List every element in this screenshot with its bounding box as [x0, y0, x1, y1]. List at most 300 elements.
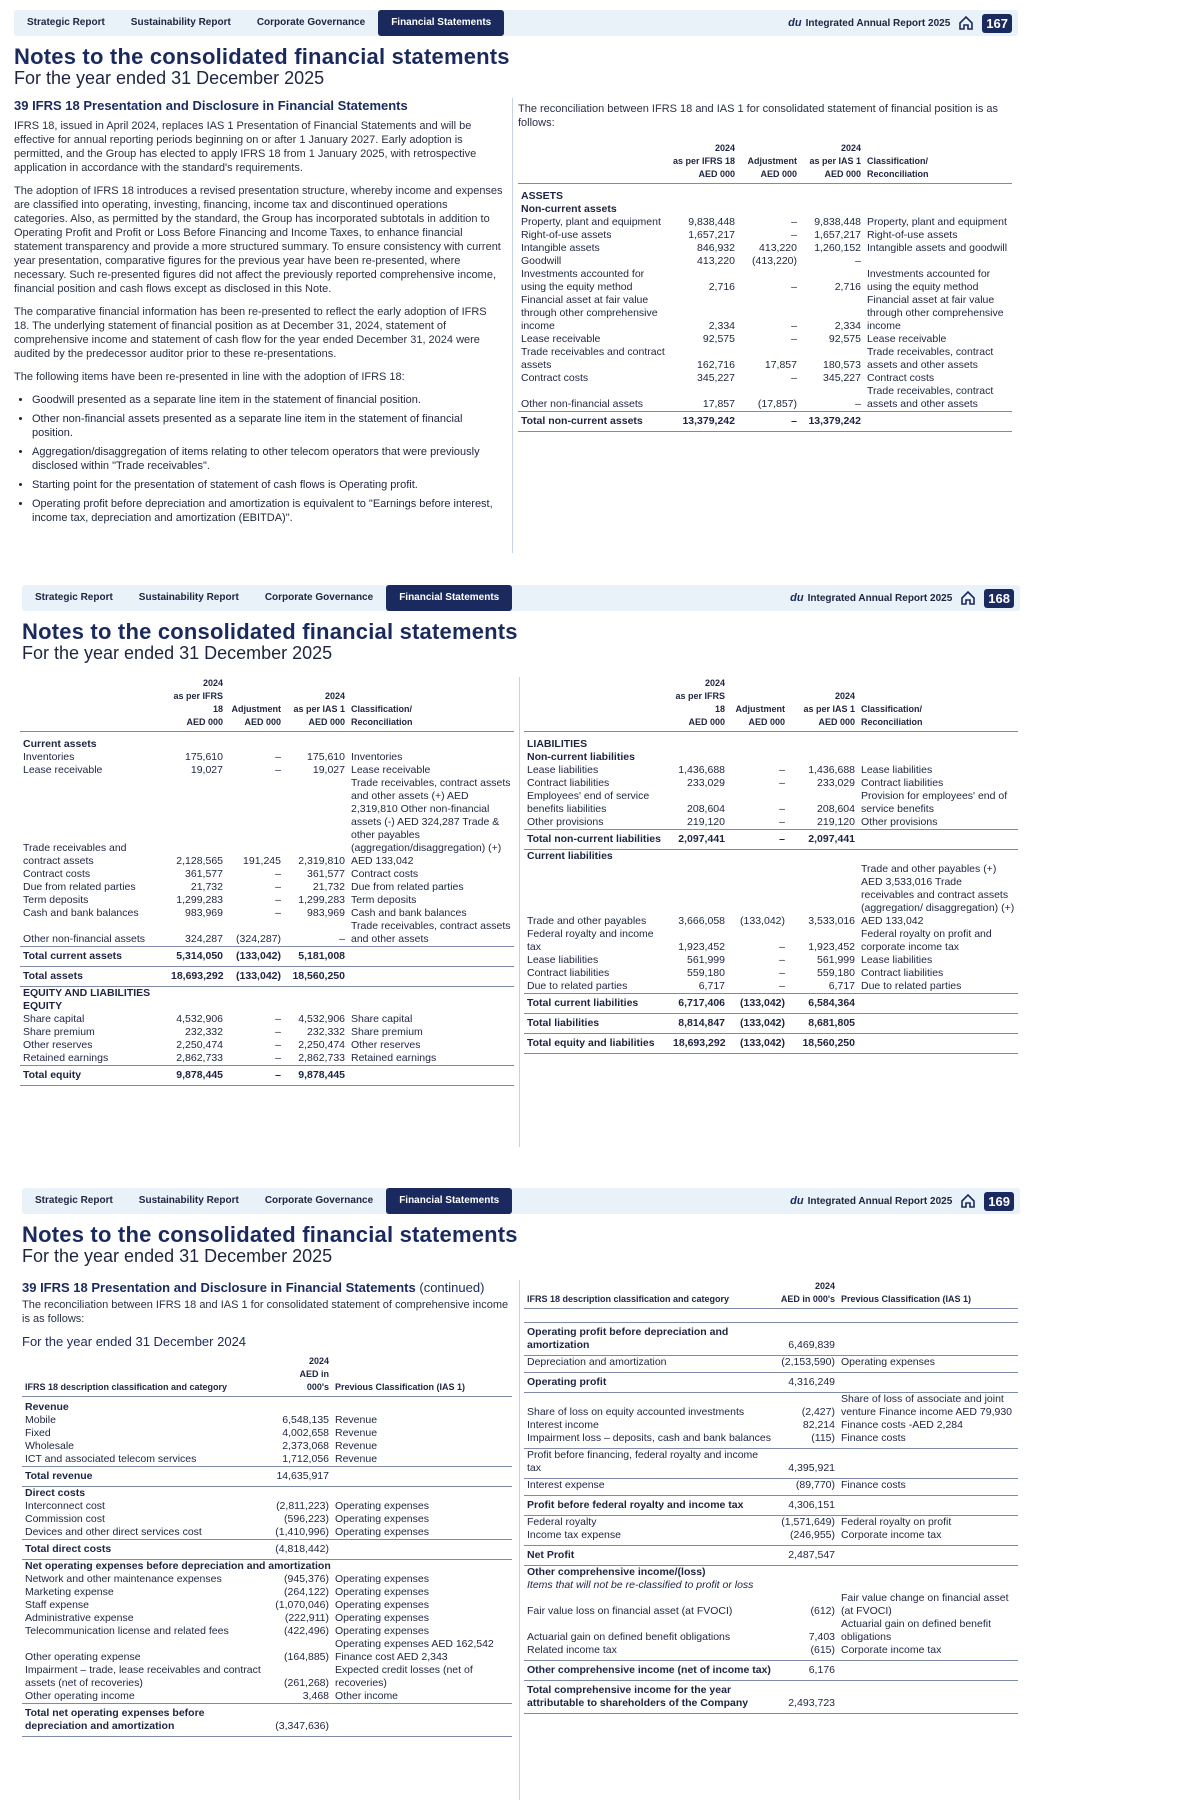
classification: Investments accounted for using the equity method — [867, 267, 991, 293]
ifrs18-value: 413,220 — [697, 254, 735, 267]
classification: Contract liabilities — [861, 776, 944, 789]
classification: Trade receivables, contract assets and other assets — [351, 919, 511, 945]
ifrs18-value: 21,732 — [190, 880, 223, 893]
adjustment-value: – — [779, 815, 785, 828]
ias1-value: 2,319,810 — [298, 854, 345, 867]
table-row — [22, 1440, 512, 1453]
report-title: Integrated Annual Report 2025 — [807, 1196, 953, 1207]
col-previous-classification: Previous Classification (IAS 1) — [838, 1280, 1018, 1309]
line-item: Interconnect cost — [25, 1499, 105, 1512]
continued-label: (continued) — [419, 1280, 485, 1295]
line-item: Cash and bank balances — [23, 906, 139, 919]
table-row — [524, 764, 1018, 777]
classification: Contract liabilities — [861, 966, 944, 979]
table-row — [524, 1033, 1018, 1053]
paragraph: IFRS 18, issued in April 2024, replaces IAS 1 Presentation of Financial Statements and will be effective for annual reporting periods beginning on or after 1 January 2027. Early adoption is permitted, and the Group has elected to apply IFRS 18 from 1 January 2025, with retrospective application in accordance with the standard's requirements. — [14, 120, 477, 174]
classification: Retained earnings — [351, 1051, 437, 1064]
tab-corporate-governance[interactable]: Corporate Governance — [264, 592, 374, 603]
amount-value: 6,469,839 — [774, 1323, 838, 1356]
line-item: Lease liabilities — [527, 953, 599, 966]
line-item: Investments accounted for using the equity method — [521, 267, 645, 293]
ias1-value: 18,560,250 — [788, 1033, 858, 1053]
column-divider — [519, 677, 520, 1147]
line-item: Administrative expense — [25, 1611, 134, 1624]
amount-value: (615) — [774, 1644, 838, 1661]
table-header — [524, 677, 1018, 732]
table-row — [20, 1013, 514, 1026]
paragraph: The following items have been re-presented in line with the adoption of IFRS 18: — [14, 371, 405, 383]
adjustment-value: – — [275, 867, 281, 880]
line-item: Employees' end of service benefits liabilities — [527, 789, 650, 815]
table-row — [22, 1638, 512, 1664]
section-row: Non-current liabilities — [527, 750, 635, 763]
table-row — [524, 1681, 1018, 1714]
adjustment-value: – — [275, 893, 281, 906]
table-row — [518, 229, 1012, 242]
du-logo: du — [790, 1195, 804, 1207]
table-row — [518, 385, 1012, 412]
line-item: Inventories — [23, 750, 75, 763]
table-row — [22, 1526, 512, 1540]
reconciliation-table — [524, 677, 1018, 1054]
table-row — [20, 1039, 514, 1052]
ias1-value: 561,999 — [817, 953, 855, 966]
table-row — [524, 1529, 1018, 1546]
previous-classification: Operating expenses — [335, 1572, 429, 1585]
page-number: 169 — [984, 1192, 1014, 1211]
ias1-value: 18,560,250 — [284, 966, 348, 986]
previous-classification — [838, 1661, 1018, 1681]
table-row — [20, 1065, 514, 1085]
table-row — [524, 1449, 1018, 1479]
amount-value: (164,885) — [284, 1650, 329, 1663]
ias1-value: 8,681,805 — [788, 1013, 858, 1033]
line-item: Total direct costs — [22, 1539, 272, 1559]
table-row — [524, 1618, 1018, 1644]
adjustment-value: – — [275, 1025, 281, 1038]
comprehensive-income-left — [22, 1280, 512, 1737]
tab-strategic-report[interactable]: Strategic Report — [35, 1195, 113, 1206]
line-item: Operating profit — [524, 1373, 774, 1393]
ifrs18-value: 3,666,058 — [678, 914, 725, 927]
ifrs18-value: 2,862,733 — [176, 1051, 223, 1064]
ias1-value: 232,332 — [307, 1025, 345, 1038]
previous-classification — [838, 1323, 1018, 1356]
section-row: ASSETS — [521, 189, 564, 202]
col-previous-classification: Previous Classification (IAS 1) — [332, 1355, 512, 1397]
ias1-value: 9,878,445 — [284, 1065, 348, 1085]
paragraph: The adoption of IFRS 18 introduces a revised presentation structure, whereby income and expenses are classified into operating, investing, financing, income tax and discontinued operations categories. Also, as permitted by the standard, the Group has incorporated subtotals in addition to Operating Profit and Profit or Loss Before Financing and Income Taxes, to enhance financial statement transparency and provide a more structured summary. To ensure consistency with current year presentation, comparative figures for the previous year have been re-presented, where necessary. Such re-presented figures did not affect the previously reported comprehensive income, financial position and cash flows except as disclosed in this Note. — [14, 185, 503, 295]
amount-value: (3,347,636) — [272, 1703, 332, 1736]
col-adjustment: Adjustment AED 000 — [226, 677, 284, 732]
line-item: Total revenue — [22, 1466, 272, 1486]
tab-corporate-governance[interactable]: Corporate Governance — [256, 17, 366, 28]
line-item: Total current liabilities — [524, 993, 670, 1013]
tab-financial-statements[interactable]: Financial Statements — [378, 10, 504, 36]
table-row — [524, 816, 1018, 830]
adjustment-value: – — [791, 371, 797, 384]
table-row — [22, 1690, 512, 1704]
represented-items-list — [14, 393, 504, 525]
adjustment-value: 191,245 — [243, 854, 281, 867]
col-ifrs18: 2024 as per IFRS 18 AED 000 — [168, 677, 226, 732]
table-row — [524, 1393, 1018, 1420]
amount-value: (4,818,442) — [272, 1539, 332, 1559]
line-item: Federal royalty — [527, 1516, 597, 1528]
table-row — [20, 907, 514, 920]
ifrs18-value: 9,878,445 — [168, 1065, 226, 1085]
previous-classification — [838, 1681, 1018, 1714]
adjustment-value: – — [275, 1012, 281, 1025]
classification: Term deposits — [351, 893, 417, 906]
adjustment-value: – — [275, 1038, 281, 1051]
line-item: Share premium — [23, 1025, 95, 1038]
table-row — [22, 1625, 512, 1638]
ifrs18-value: 175,610 — [185, 750, 223, 763]
ias1-value: 345,227 — [823, 371, 861, 384]
adjustment-value: – — [779, 802, 785, 815]
ifrs18-value: 2,250,474 — [176, 1038, 223, 1051]
line-item: Total comprehensive income for the year attributable to shareholders of the Company — [524, 1681, 774, 1714]
adjustment-value: – — [275, 880, 281, 893]
column-divider — [519, 1280, 520, 1800]
page-number: 168 — [984, 589, 1014, 608]
line-item: Federal royalty and income tax — [527, 927, 654, 953]
previous-classification: Finance costs — [838, 1479, 1018, 1496]
ias1-value: 361,577 — [307, 867, 345, 880]
table-row — [524, 967, 1018, 980]
classification: Inventories — [351, 750, 403, 763]
amount-value: (246,955) — [774, 1529, 838, 1546]
adjustment-value: (133,042) — [226, 946, 284, 966]
ias1-value: 2,250,474 — [298, 1038, 345, 1051]
note-text-column — [14, 98, 504, 530]
adjustment-value: – — [791, 319, 797, 332]
income-reconciliation-table — [22, 1355, 512, 1737]
ifrs18-value: 1,657,217 — [688, 228, 735, 241]
ifrs18-value: 8,814,847 — [670, 1013, 728, 1033]
ias1-value: 180,573 — [823, 358, 861, 371]
ifrs18-value: 17,857 — [702, 397, 735, 410]
table-row — [518, 294, 1012, 333]
table-intro: The reconciliation between IFRS 18 and IAS 1 for consolidated statement of financial position is as follows: — [518, 103, 998, 129]
table-row — [524, 1432, 1018, 1449]
classification: Contract costs — [867, 371, 935, 384]
amount-value: 6,176 — [774, 1661, 838, 1681]
ias1-value: 19,027 — [312, 763, 345, 776]
tab-corporate-governance[interactable]: Corporate Governance — [264, 1195, 374, 1206]
section-row: Direct costs — [25, 1486, 86, 1499]
ifrs18-value: 18,693,292 — [168, 966, 226, 986]
table-intro: The reconciliation between IFRS 18 and IAS 1 for consolidated statement of comprehensive income is as follows: — [22, 1299, 509, 1325]
col-ifrs18: 2024 as per IFRS 18 AED 000 — [670, 677, 728, 732]
line-item: Due to related parties — [527, 979, 628, 992]
adjustment-value: – — [779, 776, 785, 789]
table-row — [524, 1496, 1018, 1516]
previous-classification: Operating expenses — [335, 1611, 429, 1624]
table-row — [22, 1586, 512, 1599]
amount-value: 4,395,921 — [774, 1449, 838, 1479]
top-navigation — [22, 1188, 1020, 1214]
ifrs18-value: 6,717,406 — [670, 993, 728, 1013]
table-row — [524, 863, 1018, 928]
report-name — [788, 17, 950, 29]
line-item: Fixed — [25, 1426, 51, 1439]
assets-equity-reconciliation — [20, 677, 514, 1086]
period-heading: For the year ended 31 December 2024 — [22, 1334, 247, 1349]
previous-classification: Operating expenses — [335, 1512, 429, 1525]
adjustment-value: (413,220) — [752, 254, 797, 267]
tab-strategic-report[interactable]: Strategic Report — [35, 592, 113, 603]
line-item: Total liabilities — [524, 1013, 670, 1033]
amount-value: (1,571,649) — [781, 1516, 835, 1528]
ifrs18-value: 219,120 — [687, 815, 725, 828]
line-item: Lease liabilities — [527, 763, 599, 776]
line-item: Share capital — [23, 1012, 85, 1025]
table-row — [22, 1664, 512, 1690]
adjustment-value: – — [728, 829, 788, 849]
previous-classification — [838, 1373, 1018, 1393]
ias1-value: 21,732 — [312, 880, 345, 893]
adjustment-value: (133,042) — [740, 914, 785, 927]
line-item: Operating profit before depreciation and amortization — [524, 1323, 774, 1356]
classification — [348, 966, 514, 986]
home-icon[interactable] — [960, 590, 976, 606]
home-icon[interactable] — [960, 1193, 976, 1209]
home-icon[interactable] — [958, 15, 974, 31]
report-title: Integrated Annual Report 2025 — [805, 18, 951, 29]
ifrs18-value: 2,128,565 — [176, 854, 223, 867]
line-item: Network and other maintenance expenses — [25, 1572, 222, 1585]
top-navigation — [14, 10, 1018, 36]
ias1-value: 13,379,242 — [800, 411, 864, 431]
classification: Federal royalty on profit and corporate income tax — [861, 927, 992, 953]
adjustment-value: – — [226, 1065, 284, 1085]
table-row — [22, 1453, 512, 1467]
top-navigation — [22, 585, 1020, 611]
adjustment-value: (133,042) — [226, 966, 284, 986]
amount-value: (264,122) — [284, 1585, 329, 1598]
adjustment-value: (324,287) — [236, 932, 281, 945]
ifrs18-value: 345,227 — [697, 371, 735, 384]
table-row — [524, 1419, 1018, 1432]
adjustment-value: 413,220 — [759, 241, 797, 254]
page-number: 167 — [982, 14, 1012, 33]
adjustment-value: (17,857) — [757, 397, 797, 410]
table-row — [518, 411, 1012, 431]
du-logo: du — [788, 17, 802, 29]
section-row: Other comprehensive income/(loss) — [527, 1566, 706, 1578]
list-item: • Starting point for the presentation of statement of cash flows is Operating profit. — [32, 478, 504, 492]
table-row — [518, 372, 1012, 385]
section-row: LIABILITIES — [527, 737, 588, 750]
amount-value: 82,214 — [802, 1419, 835, 1431]
table-row — [20, 777, 514, 868]
tab-strategic-report[interactable]: Strategic Report — [27, 17, 105, 28]
amount-value: 2,493,723 — [774, 1681, 838, 1714]
table-row — [524, 1323, 1018, 1356]
ifrs18-value: 559,180 — [687, 966, 725, 979]
col-amount: 2024 AED in 000's — [774, 1280, 838, 1309]
page-168 — [0, 575, 1200, 1175]
table-row — [22, 1539, 512, 1559]
reconciliation-table — [20, 677, 514, 1086]
classification: Financial asset at fair value through other comprehensive income — [867, 293, 1004, 332]
line-item: Contract liabilities — [527, 966, 610, 979]
table-row — [22, 1703, 512, 1736]
report-name — [790, 1195, 952, 1207]
col-amount: 2024 AED in 000's — [272, 1355, 332, 1397]
line-item: Other operating expense — [25, 1650, 141, 1663]
table-row — [524, 1013, 1018, 1033]
previous-classification: Revenue — [335, 1426, 378, 1439]
ifrs18-value: 2,334 — [708, 319, 735, 332]
line-item: Interest income — [527, 1419, 599, 1431]
ias1-value: 2,716 — [834, 280, 861, 293]
line-item: Trade receivables and contract assets — [521, 345, 665, 371]
previous-classification: Operating expenses — [335, 1624, 429, 1637]
ifrs18-value: 2,716 — [708, 280, 735, 293]
table-row — [20, 751, 514, 764]
ias1-value: 1,299,283 — [298, 893, 345, 906]
list-item: • Aggregation/disaggregation of items relating to other telecom operators that were previously disclosed within "Trade receivables". — [32, 445, 504, 473]
line-item: Property, plant and equipment — [521, 215, 661, 228]
previous-classification: Operating expenses — [838, 1356, 1018, 1373]
adjustment-value: (133,042) — [728, 993, 788, 1013]
col-classification: Classification/ Reconciliation — [348, 677, 514, 732]
line-item: Due from related parties — [23, 880, 136, 893]
table-row — [524, 777, 1018, 790]
adjustment-value: – — [275, 906, 281, 919]
classification: Lease receivable — [351, 763, 431, 776]
section-heading — [22, 1280, 512, 1295]
tab-financial-statements[interactable]: Financial Statements — [386, 585, 512, 611]
col-description: IFRS 18 description classification and category — [22, 1355, 272, 1397]
amount-value: (261,268) — [284, 1676, 329, 1689]
adjustment-value: – — [275, 750, 281, 763]
section-row: Items that will not be re-classified to profit or loss — [527, 1579, 754, 1591]
line-item: Goodwill — [521, 254, 562, 267]
classification: Share premium — [351, 1025, 423, 1038]
table-row — [20, 764, 514, 777]
tab-sustainability-report[interactable]: Sustainability Report — [138, 592, 239, 603]
classification: Trade and other payables (+) AED 3,533,016 Trade receivables and contract assets (aggregation/ disaggregation) (+) AED 133,042 — [861, 862, 1015, 927]
ifrs18-value: 1,299,283 — [176, 893, 223, 906]
ifrs18-value: 19,027 — [190, 763, 223, 776]
ifrs18-value: 233,029 — [687, 776, 725, 789]
previous-classification: Operating expenses — [335, 1499, 429, 1512]
line-item: Other comprehensive income (net of income tax) — [524, 1661, 774, 1681]
line-item: Total non-current assets — [518, 411, 668, 431]
adjustment-value: – — [779, 940, 785, 953]
ifrs18-value: 361,577 — [185, 867, 223, 880]
classification — [858, 1033, 1018, 1053]
adjustment-value: – — [779, 979, 785, 992]
previous-classification: Finance costs -AED 2,284 — [841, 1419, 963, 1431]
col-adjustment: Adjustment AED 000 — [728, 677, 788, 732]
adjustment-value: – — [779, 966, 785, 979]
previous-classification: Expected credit losses (net of recoveries) — [335, 1663, 473, 1689]
section-title: 39 IFRS 18 Presentation and Disclosure in Financial Statements — [22, 1280, 416, 1295]
line-item: Actuarial gain on defined benefit obligations — [527, 1631, 731, 1643]
ias1-value: 1,436,688 — [808, 763, 855, 776]
classification — [864, 411, 1012, 431]
line-item: Trade and other payables — [527, 914, 647, 927]
amount-value: (1,070,046) — [275, 1598, 329, 1611]
amount-value: (596,223) — [284, 1512, 329, 1525]
adjustment-value: 17,857 — [764, 358, 797, 371]
ias1-value: 175,610 — [307, 750, 345, 763]
ias1-value: 219,120 — [817, 815, 855, 828]
adjustment-value: – — [791, 280, 797, 293]
amount-value: 4,002,658 — [282, 1426, 329, 1439]
ias1-value: 4,532,906 — [298, 1012, 345, 1025]
tab-sustainability-report[interactable]: Sustainability Report — [130, 17, 231, 28]
tab-sustainability-report[interactable]: Sustainability Report — [138, 1195, 239, 1206]
previous-classification: Share of loss of associate and joint venture Finance income AED 79,930 — [841, 1393, 1013, 1418]
table-row — [22, 1573, 512, 1586]
line-item: Fair value loss on financial asset (at FVOCI) — [527, 1605, 733, 1617]
ifrs18-value: 162,716 — [697, 358, 735, 371]
col-ias1: 2024 as per IAS 1 AED 000 — [788, 677, 858, 732]
classification: Cash and bank balances — [351, 906, 467, 919]
adjustment-value: (133,042) — [728, 1013, 788, 1033]
ias1-value: 92,575 — [828, 332, 861, 345]
adjustment-value: – — [779, 763, 785, 776]
classification — [858, 1013, 1018, 1033]
comprehensive-income-right — [524, 1280, 1018, 1714]
table-row — [518, 255, 1012, 268]
tab-financial-statements[interactable]: Financial Statements — [386, 1188, 512, 1214]
line-item: Related income tax — [524, 1644, 774, 1661]
line-item: Devices and other direct services cost — [25, 1525, 202, 1538]
line-item: Commission cost — [25, 1512, 105, 1525]
adjustment-value: – — [779, 953, 785, 966]
ifrs18-value: 846,932 — [697, 241, 735, 254]
col-ias1: 2024 as per IAS 1 AED 000 — [800, 142, 864, 184]
income-reconciliation-table — [524, 1280, 1018, 1714]
previous-classification: Corporate income tax — [838, 1529, 1018, 1546]
ias1-value: 983,969 — [307, 906, 345, 919]
ias1-value: 1,657,217 — [814, 228, 861, 241]
amount-value: 14,635,917 — [272, 1466, 332, 1486]
ifrs18-value: 324,287 — [185, 932, 223, 945]
amount-value: 2,373,068 — [282, 1439, 329, 1452]
line-item: Mobile — [25, 1413, 56, 1426]
line-item: Total assets — [20, 966, 168, 986]
table-header — [518, 142, 1012, 184]
line-item: Term deposits — [23, 893, 89, 906]
table-row — [20, 1026, 514, 1039]
list-item: • Goodwill presented as a separate line item in the statement of financial position. — [32, 393, 504, 407]
classification — [348, 946, 514, 966]
previous-classification — [332, 1539, 512, 1559]
table-row — [20, 881, 514, 894]
ifrs18-value: 561,999 — [687, 953, 725, 966]
line-item: Depreciation and amortization — [524, 1356, 774, 1373]
amount-value: (222,911) — [284, 1611, 329, 1624]
col-classification: Classification/ Reconciliation — [858, 677, 1018, 732]
amount-value: (612) — [810, 1605, 835, 1617]
paragraph: The comparative financial information has been re-presented to reflect the early adoption of IFRS 18. The underlying statement of financial position as at December 31, 2024, statement of comprehensive income and statement of cash flow for the year ended December 31, 2024 were audited by the predecessor auditor prior to these re-presentations. — [14, 306, 487, 360]
ias1-value: 9,838,448 — [814, 215, 861, 228]
table-row — [524, 1546, 1018, 1566]
classification — [864, 255, 1012, 268]
adjustment-value: – — [791, 228, 797, 241]
table-row — [20, 946, 514, 966]
ias1-value: 559,180 — [817, 966, 855, 979]
report-title: Integrated Annual Report 2025 — [807, 593, 953, 604]
